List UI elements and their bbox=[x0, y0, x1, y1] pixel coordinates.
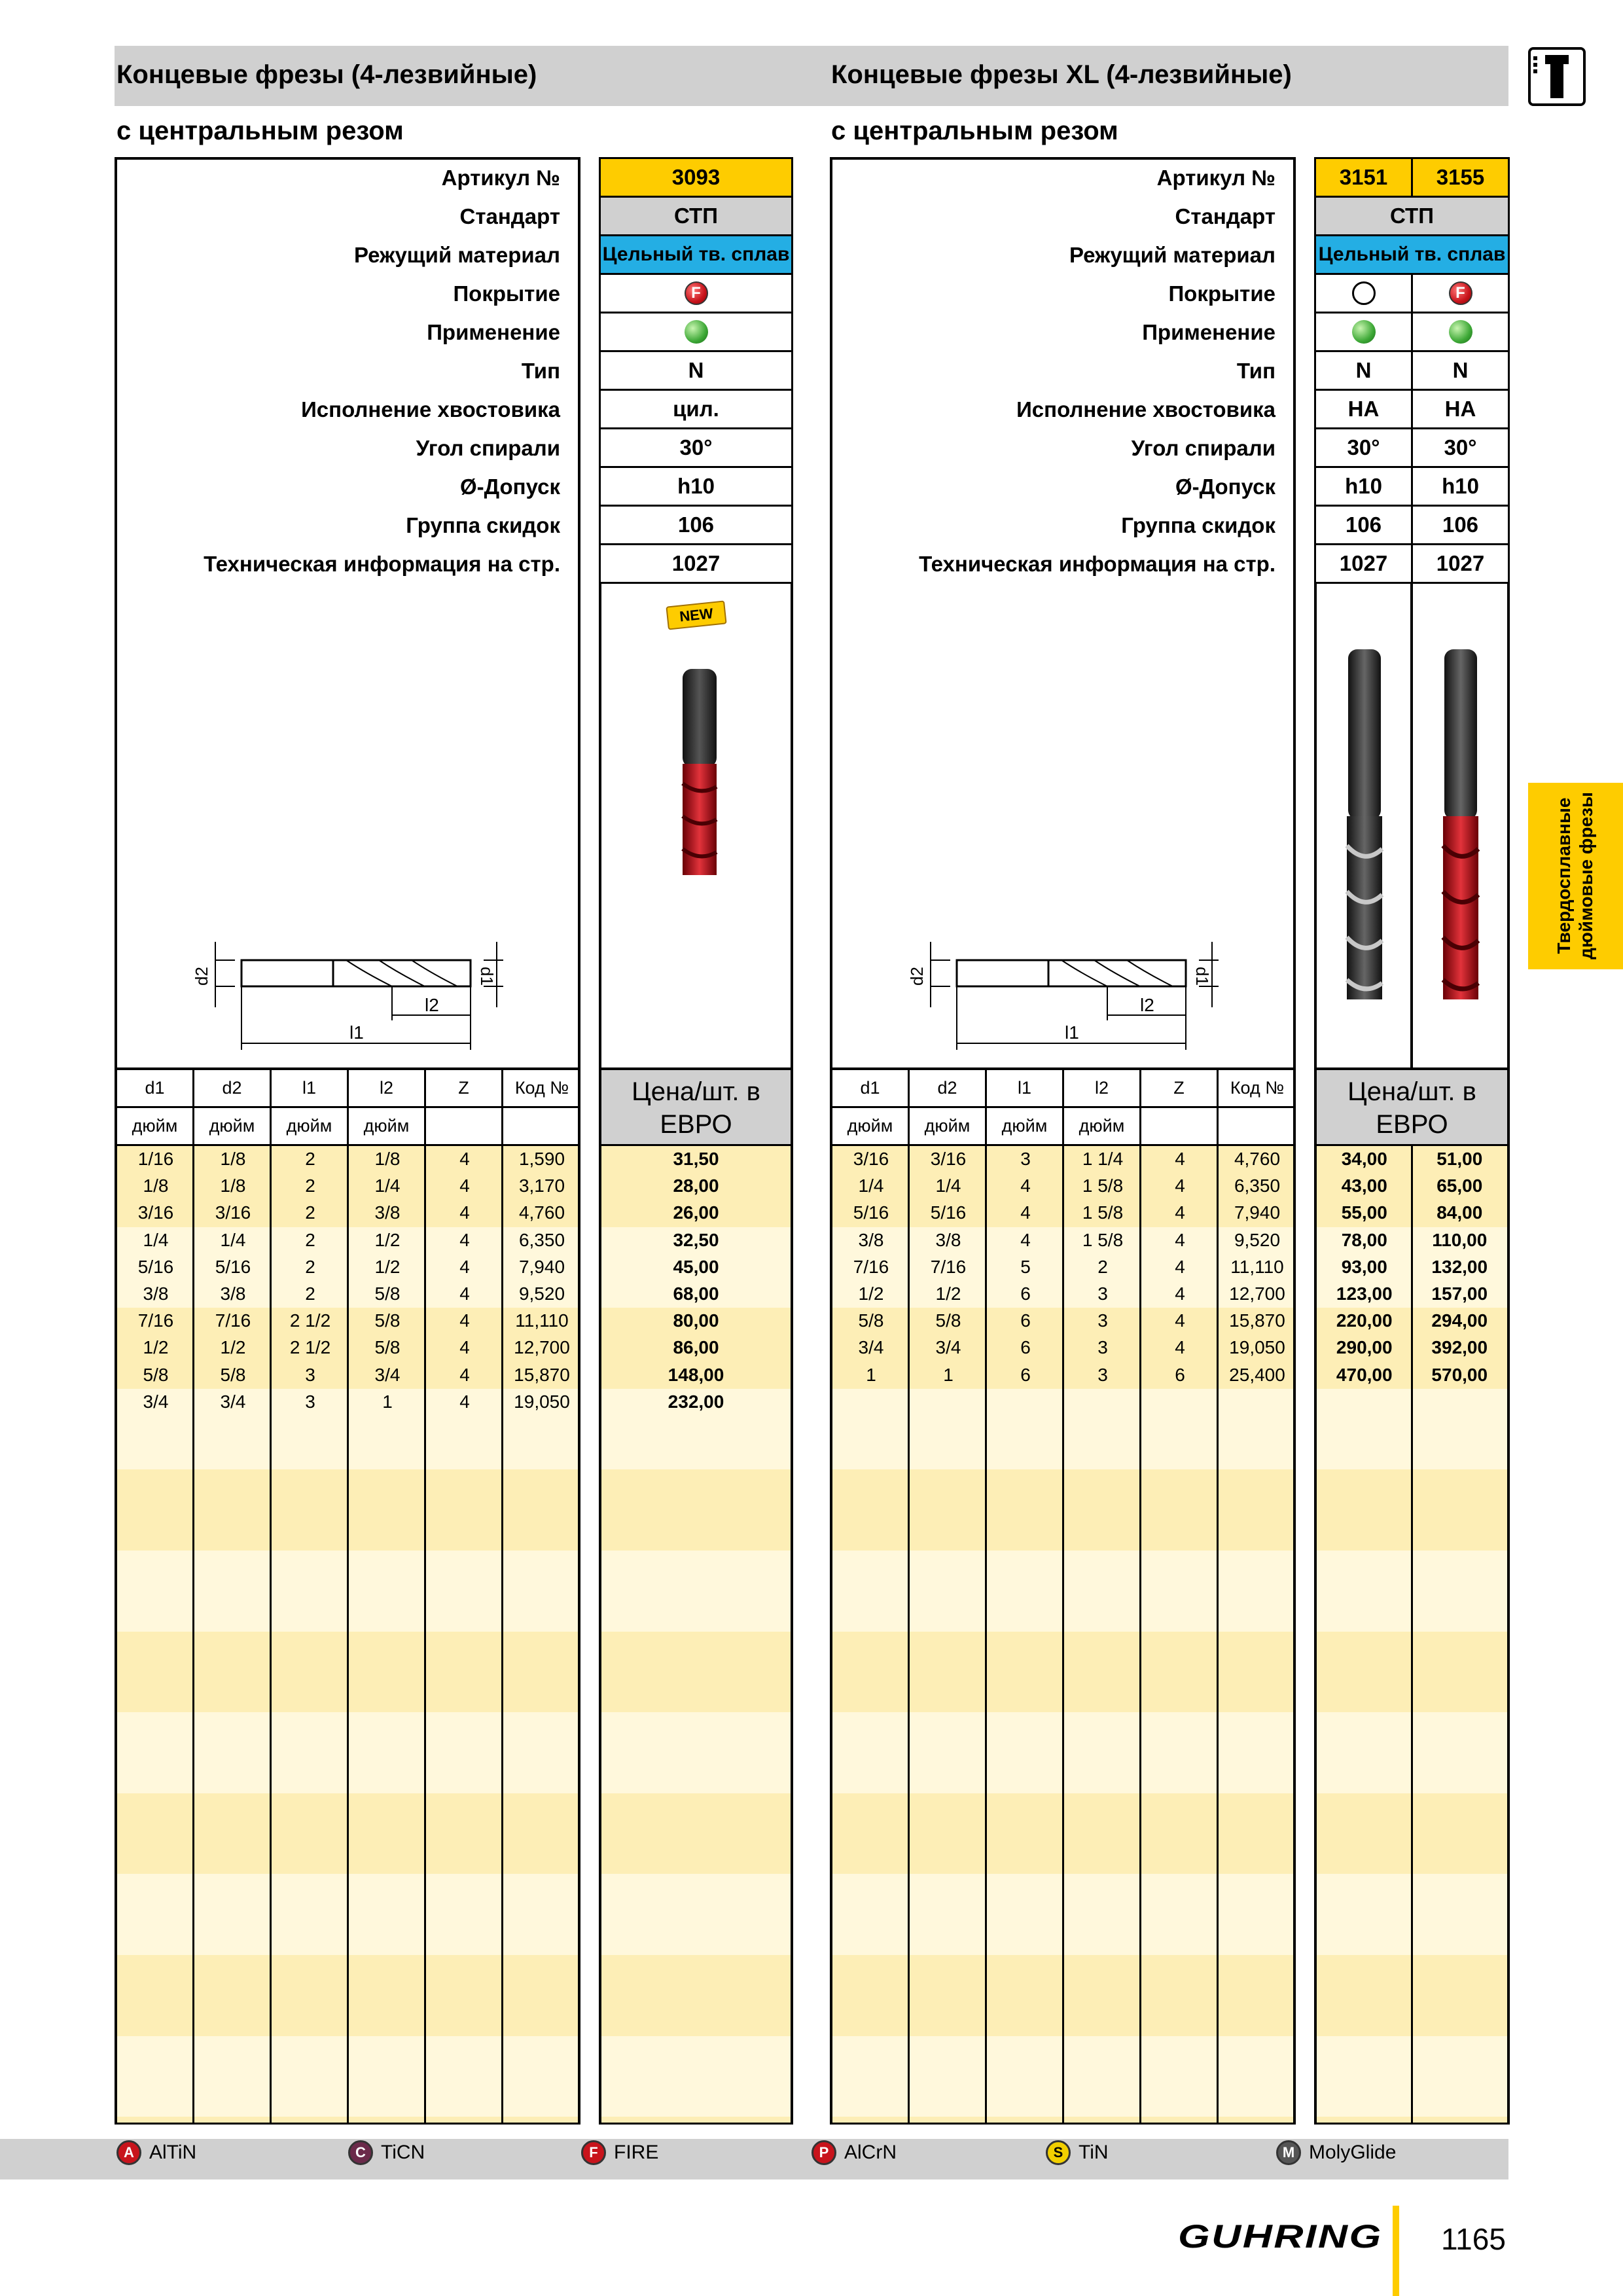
table-cell: 3/16 bbox=[215, 1202, 251, 1223]
legend-label: MolyGlide bbox=[1309, 2142, 1397, 2163]
table-cell: 7,940 bbox=[1234, 1202, 1281, 1223]
coating-ticn-icon: C bbox=[348, 2140, 373, 2165]
column-header: l2 bbox=[349, 1070, 426, 1108]
price-cell: 86,00 bbox=[673, 1337, 719, 1358]
legend-label: TiN bbox=[1079, 2142, 1109, 2163]
unit-header: дюйм bbox=[117, 1108, 194, 1146]
right-helix-3155: 30° bbox=[1411, 427, 1510, 468]
left-label-l2: l2 bbox=[425, 995, 439, 1015]
table-cell: 5 bbox=[1020, 1256, 1031, 1277]
table-cell: 4 bbox=[459, 1283, 470, 1304]
table-cell: 25,400 bbox=[1229, 1364, 1285, 1385]
price-cell: 31,50 bbox=[673, 1149, 719, 1169]
price-cell: 470,00 bbox=[1336, 1364, 1393, 1385]
price-cell: 220,00 bbox=[1336, 1310, 1393, 1331]
price-cell: 148,00 bbox=[668, 1364, 724, 1385]
table-cell: 5/8 bbox=[374, 1337, 401, 1358]
price-header: Цена/шт. в ЕВРО bbox=[1347, 1077, 1476, 1139]
left-discount: 106 bbox=[599, 505, 793, 545]
row-band bbox=[601, 1874, 791, 1955]
table-cell: 3 bbox=[1020, 1149, 1031, 1169]
left-coating bbox=[599, 273, 793, 314]
legend-label: FIRE bbox=[614, 2142, 659, 2163]
row-band bbox=[601, 1469, 791, 1551]
right-label-tolerance: Ø-Допуск bbox=[1175, 475, 1275, 499]
table-cell: 15,870 bbox=[1229, 1310, 1285, 1331]
table-cell: 3/4 bbox=[935, 1337, 961, 1358]
table-cell: 4 bbox=[1020, 1175, 1031, 1196]
table-cell: 15,870 bbox=[514, 1364, 570, 1385]
price-cell: 570,00 bbox=[1431, 1364, 1488, 1385]
left-label-material: Режущий материал bbox=[353, 243, 560, 267]
table-cell: 5/8 bbox=[374, 1283, 401, 1304]
side-tab-line-1: Твердосплавные bbox=[1554, 797, 1574, 954]
table-cell: 1 5/8 bbox=[1082, 1175, 1124, 1196]
table-cell: 5/8 bbox=[143, 1364, 169, 1385]
table-cell: 4 bbox=[459, 1337, 470, 1358]
right-image-panel-3151 bbox=[1314, 582, 1413, 1070]
left-techinfo: 1027 bbox=[599, 543, 793, 584]
table-cell: 1/2 bbox=[220, 1337, 246, 1358]
left-subtitle: с центральным резом bbox=[116, 117, 404, 145]
table-cell: 6,350 bbox=[518, 1229, 565, 1250]
column-header: Z bbox=[1141, 1070, 1219, 1108]
left-article-3093: 3093 bbox=[599, 157, 793, 198]
table-cell: 9,520 bbox=[1234, 1229, 1281, 1250]
table-cell: 1 bbox=[866, 1364, 876, 1385]
column-header: l1 bbox=[272, 1070, 349, 1108]
right-label-type: Тип bbox=[1236, 359, 1275, 383]
table-cell: 4 bbox=[459, 1310, 470, 1331]
table-cell: 5/16 bbox=[137, 1256, 174, 1277]
left-standard: СТП bbox=[599, 196, 793, 236]
table-cell: 6,350 bbox=[1234, 1175, 1281, 1196]
table-cell: 4 bbox=[459, 1175, 470, 1196]
table-cell: 4 bbox=[1175, 1175, 1185, 1196]
table-cell: 12,700 bbox=[1229, 1283, 1285, 1304]
row-band bbox=[601, 1712, 791, 1793]
price-cell: 123,00 bbox=[1336, 1283, 1393, 1304]
right-techinfo-3151: 1027 bbox=[1314, 543, 1413, 584]
unit-header: дюйм bbox=[194, 1108, 272, 1146]
column-header: l2 bbox=[1064, 1070, 1141, 1108]
price-cell: 26,00 bbox=[673, 1202, 719, 1223]
right-label-discount: Группа скидок bbox=[1121, 513, 1275, 537]
right-label-article: Артикул № bbox=[1156, 166, 1275, 190]
column-header: Код № bbox=[503, 1070, 580, 1108]
right-subtitle: с центральным резом bbox=[831, 117, 1118, 145]
table-cell: 1/2 bbox=[374, 1256, 401, 1277]
table-cell: 1 5/8 bbox=[1082, 1229, 1124, 1250]
table-cell: 3/16 bbox=[930, 1149, 967, 1169]
table-cell: 6 bbox=[1020, 1364, 1031, 1385]
right-application-3155 bbox=[1411, 312, 1510, 352]
table-cell: 4 bbox=[1175, 1283, 1185, 1304]
table-cell: 1/16 bbox=[137, 1149, 174, 1169]
legend-label: AlCrN bbox=[844, 2142, 897, 2163]
unit-header: дюйм bbox=[832, 1108, 910, 1146]
right-shank-3155: HA bbox=[1411, 389, 1510, 429]
table-cell: 1 1/4 bbox=[1082, 1149, 1124, 1169]
legend-label: TiCN bbox=[381, 2142, 425, 2163]
price-cell: 232,00 bbox=[668, 1391, 724, 1412]
price-cell: 78,00 bbox=[1341, 1229, 1387, 1250]
left-material: Цельный тв. сплав bbox=[599, 234, 793, 275]
unit-header: дюйм bbox=[910, 1108, 987, 1146]
application-green-icon bbox=[685, 320, 708, 344]
unit-header bbox=[503, 1108, 580, 1146]
table-cell: 1 bbox=[382, 1391, 393, 1412]
table-cell: 4 bbox=[459, 1391, 470, 1412]
table-cell: 3/4 bbox=[143, 1391, 169, 1412]
price-cell: 51,00 bbox=[1436, 1149, 1483, 1169]
right-type-3155: N bbox=[1411, 350, 1510, 391]
unit-header bbox=[1219, 1108, 1296, 1146]
price-cell: 157,00 bbox=[1431, 1283, 1488, 1304]
table-cell: 4,760 bbox=[518, 1202, 565, 1223]
left-helix: 30° bbox=[599, 427, 793, 468]
price-cell: 55,00 bbox=[1341, 1202, 1387, 1223]
left-tolerance: h10 bbox=[599, 466, 793, 507]
table-cell: 2 1/2 bbox=[289, 1310, 331, 1331]
left-image-panel bbox=[599, 582, 793, 1070]
left-tool-drawing bbox=[117, 922, 580, 1070]
price-cell: 43,00 bbox=[1341, 1175, 1387, 1196]
table-cell: 4 bbox=[459, 1364, 470, 1385]
table-cell: 4 bbox=[1020, 1229, 1031, 1250]
right-discount-3151: 106 bbox=[1314, 505, 1413, 545]
left-label-type: Тип bbox=[521, 359, 560, 383]
coating-alcrn-icon: P bbox=[812, 2140, 836, 2165]
right-tolerance-3155: h10 bbox=[1411, 466, 1510, 507]
table-cell: 4 bbox=[1175, 1310, 1185, 1331]
right-label-l1: l1 bbox=[1065, 1022, 1079, 1043]
right-label-d2: d2 bbox=[906, 967, 927, 986]
table-cell: 1 5/8 bbox=[1082, 1202, 1124, 1223]
left-application bbox=[599, 312, 793, 352]
row-band bbox=[601, 1955, 791, 2036]
price-cell: 93,00 bbox=[1341, 1256, 1387, 1277]
price-header: Цена/шт. в ЕВРО bbox=[632, 1077, 760, 1139]
application-green-icon bbox=[1449, 320, 1472, 344]
table-cell: 5/8 bbox=[935, 1310, 961, 1331]
fire-coating-icon: F bbox=[685, 281, 708, 305]
left-label-helix: Угол спирали bbox=[416, 436, 560, 460]
left-type: N bbox=[599, 350, 793, 391]
table-cell: 9,520 bbox=[518, 1283, 565, 1304]
legend-item-altin bbox=[116, 2140, 196, 2165]
price-cell: 290,00 bbox=[1336, 1337, 1393, 1358]
table-cell: 12,700 bbox=[514, 1337, 570, 1358]
brand-logo: GUHRING bbox=[1178, 2218, 1383, 2255]
column-header: l1 bbox=[987, 1070, 1064, 1108]
table-cell: 4 bbox=[459, 1256, 470, 1277]
table-cell: 3 bbox=[305, 1391, 315, 1412]
unit-header bbox=[426, 1108, 503, 1146]
price-cell: 32,50 bbox=[673, 1229, 719, 1250]
table-cell: 1/2 bbox=[858, 1283, 884, 1304]
price-cell: 392,00 bbox=[1431, 1337, 1488, 1358]
table-cell: 1/2 bbox=[143, 1337, 169, 1358]
table-cell: 3 bbox=[1097, 1337, 1108, 1358]
table-cell: 6 bbox=[1020, 1283, 1031, 1304]
table-cell: 5/8 bbox=[220, 1364, 246, 1385]
left-label-d2: d2 bbox=[191, 967, 211, 986]
unit-header: дюйм bbox=[1064, 1108, 1141, 1146]
table-cell: 3/8 bbox=[220, 1283, 246, 1304]
table-cell: 3 bbox=[305, 1364, 315, 1385]
new-badge-text: NEW bbox=[679, 605, 714, 625]
legend-item-ticn bbox=[348, 2140, 425, 2165]
right-label-application: Применение bbox=[1142, 320, 1275, 344]
table-cell: 3,170 bbox=[518, 1175, 565, 1196]
unit-header: дюйм bbox=[349, 1108, 426, 1146]
right-article-3155: 3155 bbox=[1411, 157, 1510, 198]
left-label-techinfo: Техническая информация на стр. bbox=[204, 552, 560, 576]
table-cell: 7,940 bbox=[518, 1256, 565, 1277]
table-cell: 3/8 bbox=[935, 1229, 961, 1250]
price-cell: 68,00 bbox=[673, 1283, 719, 1304]
table-cell: 19,050 bbox=[1229, 1337, 1285, 1358]
right-title: Концевые фрезы XL (4-лезвийные) bbox=[831, 60, 1292, 89]
right-material: Цельный тв. сплав bbox=[1314, 234, 1510, 275]
column-header: Z bbox=[426, 1070, 503, 1108]
table-cell: 3 bbox=[1097, 1310, 1108, 1331]
table-cell: 2 bbox=[305, 1175, 315, 1196]
right-tolerance-3151: h10 bbox=[1314, 466, 1413, 507]
table-cell: 1/2 bbox=[935, 1283, 961, 1304]
table-cell: 2 bbox=[305, 1149, 315, 1169]
legend-item-alcrn bbox=[812, 2140, 897, 2165]
uncoated-icon bbox=[1352, 281, 1376, 305]
table-cell: 2 bbox=[1097, 1256, 1108, 1277]
table-cell: 1/8 bbox=[374, 1149, 401, 1169]
unit-header: дюйм bbox=[987, 1108, 1064, 1146]
table-cell: 7/16 bbox=[137, 1310, 174, 1331]
right-label-standard: Стандарт bbox=[1175, 204, 1275, 228]
left-label-coating: Покрытие bbox=[453, 281, 560, 306]
table-cell: 5/16 bbox=[930, 1202, 967, 1223]
right-label-d1: d1 bbox=[1192, 967, 1212, 986]
price-cell: 294,00 bbox=[1431, 1310, 1488, 1331]
coating-molyglide-icon: M bbox=[1276, 2140, 1301, 2165]
table-cell: 4 bbox=[459, 1149, 470, 1169]
table-cell: 2 bbox=[305, 1202, 315, 1223]
table-cell: 3/16 bbox=[137, 1202, 174, 1223]
left-label-shank: Исполнение хвостовика bbox=[301, 397, 560, 422]
table-cell: 4 bbox=[1175, 1337, 1185, 1358]
table-cell: 5/8 bbox=[374, 1310, 401, 1331]
table-cell: 4 bbox=[459, 1229, 470, 1250]
legend-item-tin bbox=[1046, 2140, 1109, 2165]
table-cell: 1/4 bbox=[374, 1175, 401, 1196]
price-cell: 28,00 bbox=[673, 1175, 719, 1196]
table-cell: 4 bbox=[1175, 1202, 1185, 1223]
right-standard: СТП bbox=[1314, 196, 1510, 236]
table-cell: 19,050 bbox=[514, 1391, 570, 1412]
table-cell: 3 bbox=[1097, 1283, 1108, 1304]
fire-coating-icon: F bbox=[1449, 281, 1472, 305]
table-cell: 6 bbox=[1020, 1310, 1031, 1331]
left-label-standard: Стандарт bbox=[459, 204, 560, 228]
table-cell: 1/8 bbox=[220, 1175, 246, 1196]
right-shank-3151: HA bbox=[1314, 389, 1413, 429]
catalog-section-icon bbox=[1528, 47, 1586, 106]
right-techinfo-3155: 1027 bbox=[1411, 543, 1510, 584]
legend-label: AlTiN bbox=[149, 2142, 197, 2163]
table-cell: 4 bbox=[1175, 1149, 1185, 1169]
row-band bbox=[601, 2036, 791, 2117]
right-tool-drawing bbox=[832, 922, 1296, 1070]
table-cell: 4 bbox=[1020, 1202, 1031, 1223]
table-cell: 1/8 bbox=[220, 1149, 246, 1169]
right-type-3151: N bbox=[1314, 350, 1413, 391]
left-label-d1: d1 bbox=[476, 967, 497, 986]
left-shank: цил. bbox=[599, 389, 793, 429]
left-label-discount: Группа скидок bbox=[406, 513, 560, 537]
right-coating-3151 bbox=[1314, 273, 1413, 314]
column-header: Код № bbox=[1219, 1070, 1296, 1108]
row-band bbox=[601, 1793, 791, 1874]
table-cell: 1/4 bbox=[858, 1175, 884, 1196]
table-cell: 3/4 bbox=[220, 1391, 246, 1412]
left-tool-image bbox=[673, 669, 726, 878]
coating-fire-icon: F bbox=[581, 2140, 606, 2165]
table-cell: 2 1/2 bbox=[289, 1337, 331, 1358]
price-cell: 65,00 bbox=[1436, 1175, 1483, 1196]
row-band bbox=[601, 2117, 791, 2123]
left-label-tolerance: Ø-Допуск bbox=[459, 475, 560, 499]
right-label-coating: Покрытие bbox=[1168, 281, 1275, 306]
column-header: d2 bbox=[194, 1070, 272, 1108]
price-cell: 45,00 bbox=[673, 1256, 719, 1277]
left-label-l1: l1 bbox=[349, 1022, 364, 1043]
table-cell: 3/8 bbox=[858, 1229, 884, 1250]
table-cell: 2 bbox=[305, 1229, 315, 1250]
column-header: d1 bbox=[117, 1070, 194, 1108]
table-cell: 1/4 bbox=[220, 1229, 246, 1250]
table-cell: 4,760 bbox=[1234, 1149, 1281, 1169]
application-green-icon bbox=[1352, 320, 1376, 344]
new-badge bbox=[666, 600, 726, 630]
table-cell: 7/16 bbox=[930, 1256, 967, 1277]
column-header: d1 bbox=[832, 1070, 910, 1108]
price-cell: 132,00 bbox=[1431, 1256, 1488, 1277]
xl-tool-fire-image bbox=[1438, 649, 1484, 1003]
table-cell: 3/4 bbox=[858, 1337, 884, 1358]
right-application-3151 bbox=[1314, 312, 1413, 352]
row-band bbox=[601, 1632, 791, 1713]
xl-tool-uncoated-image bbox=[1342, 649, 1387, 1003]
table-cell: 5/16 bbox=[853, 1202, 889, 1223]
table-cell: 6 bbox=[1020, 1337, 1031, 1358]
side-tab bbox=[1528, 783, 1623, 969]
table-cell: 3/16 bbox=[853, 1149, 889, 1169]
price-cell: 84,00 bbox=[1436, 1202, 1483, 1223]
table-cell: 11,110 bbox=[1230, 1256, 1284, 1277]
right-label-material: Режущий материал bbox=[1069, 243, 1275, 267]
unit-header: дюйм bbox=[272, 1108, 349, 1146]
table-cell: 11,110 bbox=[515, 1310, 569, 1331]
left-label-article: Артикул № bbox=[441, 166, 560, 190]
unit-header bbox=[1141, 1108, 1219, 1146]
table-cell: 7/16 bbox=[215, 1310, 251, 1331]
table-cell: 1,590 bbox=[518, 1149, 565, 1169]
page-number: 1165 bbox=[1441, 2222, 1506, 2256]
table-cell: 3/8 bbox=[374, 1202, 401, 1223]
price-cell: 34,00 bbox=[1341, 1149, 1387, 1169]
table-cell: 1 bbox=[943, 1364, 954, 1385]
table-cell: 3/8 bbox=[143, 1283, 169, 1304]
table-cell: 1/4 bbox=[143, 1229, 169, 1250]
coating-tin-icon: S bbox=[1046, 2140, 1071, 2165]
table-cell: 5/16 bbox=[215, 1256, 251, 1277]
side-tab-line-2: дюймовые фрезы bbox=[1576, 792, 1596, 960]
column-header: d2 bbox=[910, 1070, 987, 1108]
right-label-shank: Исполнение хвостовика bbox=[1016, 397, 1275, 422]
table-cell: 2 bbox=[305, 1256, 315, 1277]
right-coating-3155 bbox=[1411, 273, 1510, 314]
table-cell: 3 bbox=[1097, 1364, 1108, 1385]
right-label-techinfo: Техническая информация на стр. bbox=[919, 552, 1275, 576]
right-helix-3151: 30° bbox=[1314, 427, 1413, 468]
left-label-application: Применение bbox=[427, 320, 560, 344]
table-cell: 1/2 bbox=[374, 1229, 401, 1250]
right-article-3151: 3151 bbox=[1314, 157, 1413, 198]
table-cell: 5/8 bbox=[858, 1310, 884, 1331]
price-cell: 80,00 bbox=[673, 1310, 719, 1331]
right-discount-3155: 106 bbox=[1411, 505, 1510, 545]
table-cell: 4 bbox=[459, 1202, 470, 1223]
legend-item-fire bbox=[581, 2140, 658, 2165]
table-cell: 4 bbox=[1175, 1256, 1185, 1277]
row-band bbox=[601, 1551, 791, 1632]
right-label-helix: Угол спирали bbox=[1131, 436, 1275, 460]
footer-divider bbox=[1393, 2206, 1399, 2296]
table-cell: 6 bbox=[1175, 1364, 1185, 1385]
right-label-l2: l2 bbox=[1140, 995, 1154, 1015]
left-title: Концевые фрезы (4-лезвийные) bbox=[116, 60, 537, 89]
table-cell: 3/4 bbox=[374, 1364, 401, 1385]
right-image-panel-3155 bbox=[1411, 582, 1510, 1070]
table-cell: 2 bbox=[305, 1283, 315, 1304]
price-cell: 110,00 bbox=[1432, 1229, 1488, 1250]
coating-altin-icon: A bbox=[116, 2140, 141, 2165]
table-cell: 1/4 bbox=[935, 1175, 961, 1196]
legend-item-molyglide bbox=[1276, 2140, 1396, 2165]
table-cell: 1/8 bbox=[143, 1175, 169, 1196]
table-cell: 4 bbox=[1175, 1229, 1185, 1250]
table-cell: 7/16 bbox=[853, 1256, 889, 1277]
